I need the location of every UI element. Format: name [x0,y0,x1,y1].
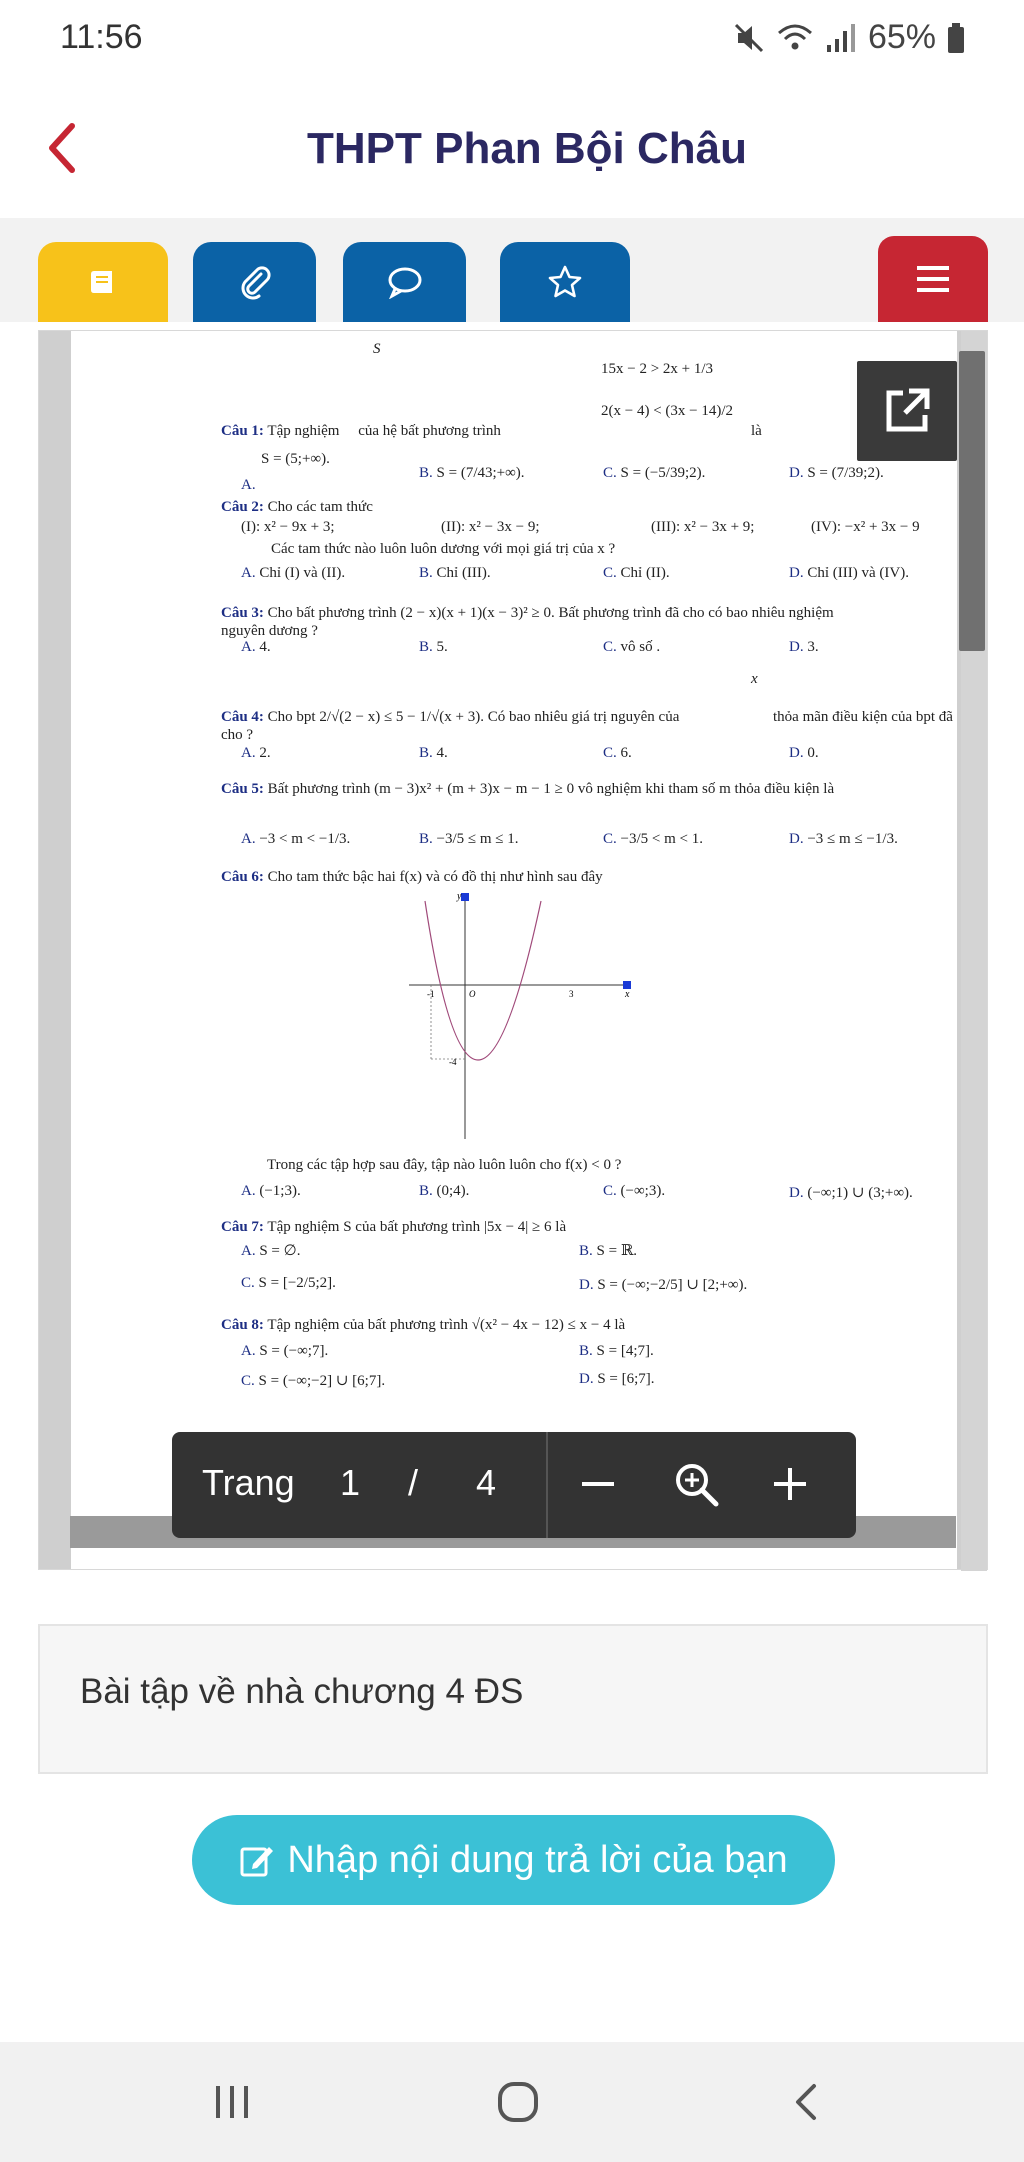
page-label: Trang [202,1462,295,1503]
q7-text: Câu 7: Tập nghiệm S của bất phương trình |5x − 4| ≥ 6 là [221,1219,567,1235]
graph-label-3: 3 [569,989,574,999]
wifi-icon [776,21,814,55]
favorite-button[interactable] [500,242,630,322]
scrollbar-thumb[interactable] [959,351,985,651]
q5-option-c[interactable]: C. −3/5 < m < 1. [603,831,703,847]
status-time: 11:56 [60,18,143,56]
q4-option-d[interactable]: D. 0. [789,745,819,761]
mute-icon [732,21,766,55]
q5-text: Câu 5: Bất phương trình (m − 3)x² + (m + 3)x − m − 1 ≥ 0 vô nghiệm khi tham số m thỏa điều kiện là [221,781,835,797]
graph-parabola [425,901,541,1060]
q2-option-b[interactable]: B. Chỉ (III). [419,565,491,581]
system-back-button[interactable] [766,2072,846,2132]
graph-label-origin: O [469,989,476,999]
q2-option-c[interactable]: C. Chỉ (II). [603,565,670,581]
signal-icon [824,21,858,55]
q7-option-b[interactable]: B. S = ℝ. [579,1243,638,1259]
zoom-out-button[interactable] [568,1452,628,1516]
open-external-icon [881,385,933,437]
zoom-in-button[interactable] [760,1452,820,1516]
document-page [71,331,957,1569]
menu-icon [915,264,951,294]
book-icon [86,265,120,299]
q6-text: Câu 6: Cho tam thức bậc hai f(x) và có đồ thị như hình sau đây [221,869,603,885]
menu-button[interactable] [878,236,988,322]
q8-option-b[interactable]: B. S = [4;7]. [579,1343,654,1359]
battery-icon [946,21,966,55]
q1-option-c[interactable]: C. S = (−5/39;2). [603,465,706,481]
document-viewer[interactable] [38,330,988,1570]
q1-option-d[interactable]: D. S = (7/39;2). [789,465,884,481]
app-header [0,90,1024,210]
answer-button-label: Nhập nội dung trả lời của bạn [287,1838,788,1881]
status-icons [732,18,966,57]
q6-option-d[interactable]: D. (−∞;1) ∪ (3;+∞). [789,1185,913,1201]
q4-x-variable: x [751,671,758,687]
graph-y-label: y [457,891,462,902]
graph-label-neg1: -1 [427,989,435,999]
q5-option-d[interactable]: D. −3 ≤ m ≤ −1/3. [789,831,898,847]
q1-option-a[interactable]: A. [241,477,256,493]
q4-option-b[interactable]: B. 4. [419,745,448,761]
graph-x-arrow [623,981,631,989]
pager-divider [546,1432,548,1538]
q3-option-a[interactable]: A. 4. [241,639,271,655]
assignment-title: Bài tập về nhà chương 4 ĐS [80,1672,524,1711]
q2-option-d[interactable]: D. Chỉ (III) và (IV). [789,565,909,581]
current-page[interactable]: 1 [340,1462,361,1503]
zoom-button[interactable] [666,1452,726,1516]
q4-option-c[interactable]: C. 6. [603,745,632,761]
q2-term-3: (III): x² − 3x + 9; [651,519,755,535]
home-icon [496,2080,540,2124]
q4-text-3: cho ? [221,727,254,743]
q5-option-b[interactable]: B. −3/5 ≤ m ≤ 1. [419,831,519,847]
q2-ask: Các tam thức nào luôn luôn dương với mọi giá trị của x ? [271,541,616,557]
graph-label-neg4: -4 [449,1057,457,1067]
q6-option-b[interactable]: B. (0;4). [419,1183,470,1199]
q1-suffix: là [751,423,762,439]
q8-option-c[interactable]: C. S = (−∞;−2] ∪ [6;7]. [241,1373,386,1389]
page-title: THPT Phan Bội Châu [307,124,747,173]
status-bar [0,0,1024,80]
q8-option-d[interactable]: D. S = [6;7]. [579,1371,655,1387]
q1-option-a-value: S = (5;+∞). [261,451,330,467]
system-nav-bar [0,2042,1024,2162]
parabola-graph [409,889,669,1139]
minus-icon [578,1464,618,1504]
q3-option-b[interactable]: B. 5. [419,639,448,655]
q5-option-a[interactable]: A. −3 < m < −1/3. [241,831,351,847]
attachment-button[interactable] [193,242,316,322]
battery-percent: 65% [867,18,936,56]
q2-text: Câu 2: Cho các tam thức [221,499,373,515]
q1-text: Câu 1: Tập nghiệm của hệ bất phương trình [221,423,501,439]
page-separator: / [408,1462,419,1503]
q7-option-c[interactable]: C. S = [−2/5;2]. [241,1275,336,1291]
edit-icon [239,1842,275,1878]
back-icon [788,2080,824,2124]
paperclip-icon [237,264,273,300]
q1-option-b[interactable]: B. S = (7/43;+∞). [419,465,525,481]
q1-s-variable: S [373,341,381,357]
comment-button[interactable] [343,242,466,322]
assignment-title-card [38,1624,988,1774]
q3-option-c[interactable]: C. vô số . [603,639,661,655]
home-button[interactable] [478,2072,558,2132]
q7-option-a[interactable]: A. S = ∅. [241,1243,301,1259]
q6-ask: Trong các tập hợp sau đây, tập nào luôn luôn cho f(x) < 0 ? [267,1157,622,1173]
q7-option-d[interactable]: D. S = (−∞;−2/5] ∪ [2;+∞). [579,1277,748,1293]
q3-text-2: nguyên dương ? [221,623,318,639]
q2-option-a[interactable]: A. Chỉ (I) và (II). [241,565,346,581]
graph-x-label: x [625,989,630,1000]
comment-icon [386,265,424,299]
star-icon [547,264,583,300]
toolbar [0,218,1024,322]
page-navigator [172,1432,856,1538]
q4-option-a[interactable]: A. 2. [241,745,271,761]
q4-text-2: thỏa mãn điều kiện của bpt đã [773,709,953,725]
q3-text: Câu 3: Cho bất phương trình (2 − x)(x + 1)(x − 3)² ≥ 0. Bất phương trình đã cho có bao nhiêu nghiệm [221,605,834,621]
q8-option-a[interactable]: A. S = (−∞;7]. [241,1343,329,1359]
total-pages: 4 [476,1462,497,1503]
recent-apps-icon [210,2082,254,2122]
q2-term-2: (II): x² − 3x − 9; [441,519,540,535]
answer-button[interactable] [192,1815,835,1905]
plus-icon [770,1464,810,1504]
open-external-button[interactable] [857,361,957,461]
recent-apps-button[interactable] [192,2072,272,2132]
q1-system-line1: 15x − 2 > 2x + 1/3 [601,361,714,377]
q4-text: Câu 4: Cho bpt 2/√(2 − x) ≤ 5 − 1/√(x + 3). Có bao nhiêu giá trị nguyên của [221,709,680,725]
q3-option-d[interactable]: D. 3. [789,639,819,655]
zoom-icon [672,1460,720,1508]
graph-y-arrow [461,893,469,901]
q2-term-4: (IV): −x² + 3x − 9 [811,519,920,535]
notes-button[interactable] [38,242,168,322]
q6-option-a[interactable]: A. (−1;3). [241,1183,301,1199]
q2-term-1: (I): x² − 9x + 3; [241,519,335,535]
q6-option-c[interactable]: C. (−∞;3). [603,1183,666,1199]
q1-system-line2: 2(x − 4) < (3x − 14)/2 [601,403,734,419]
q8-text: Câu 8: Tập nghiệm của bất phương trình √(x² − 4x − 12) ≤ x − 4 là [221,1317,626,1333]
